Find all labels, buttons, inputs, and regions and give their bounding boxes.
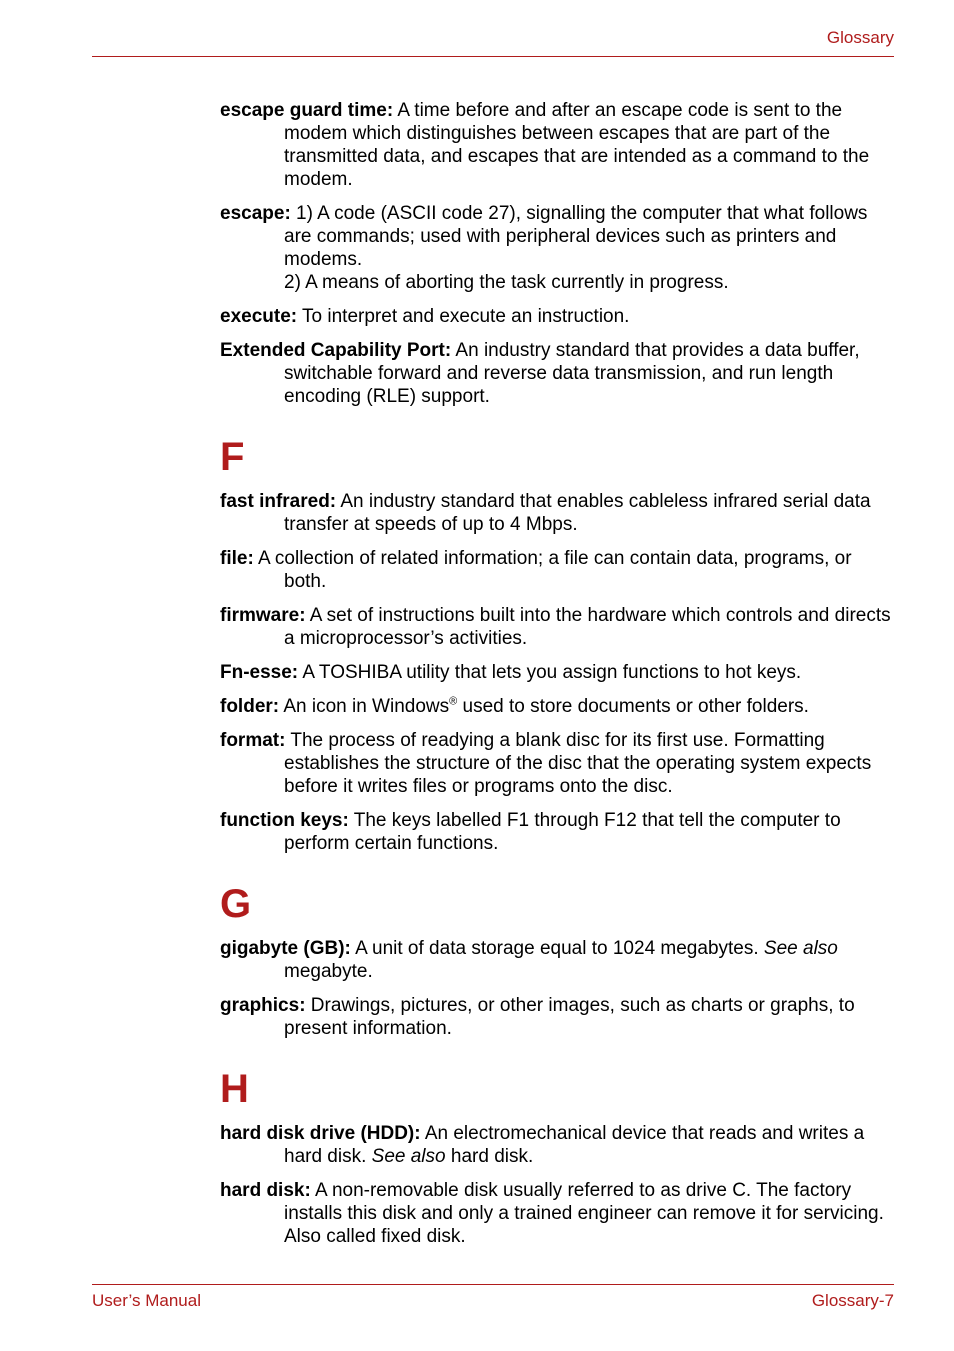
glossary-definition: A unit of data storage equal to 1024 megabytes. [350,938,764,959]
glossary-entry [220,490,894,536]
glossary-definition: A TOSHIBA utility that lets you assign functions to hot keys. [298,662,802,683]
glossary-entry [220,809,894,855]
glossary-entry [220,305,894,328]
see-also-text: See also [763,938,838,959]
glossary-entry [220,547,894,593]
glossary-entry [220,202,894,294]
glossary-entry [220,99,894,191]
glossary-definition: An industry standard that provides a data buffer, switchable forward and reverse data transmission, and run length encoding (RLE) support. [284,340,860,407]
glossary-definition: Drawings, pictures, or other images, such as charts or graphs, to present information. [284,995,855,1039]
glossary-definition: The keys labelled F1 through F12 that tell the computer to perform certain functions. [284,810,841,854]
glossary-definition: The process of readying a blank disc for its first use. Formatting establishes the structure of the disc that the operating system expects before it writes files or programs onto the disc. [284,730,872,797]
section-heading-g: G [220,882,252,926]
glossary-term: hard disk: [220,1180,311,1201]
glossary-entry [220,729,894,798]
glossary-term: Fn-esse: [220,662,299,683]
glossary-definition-cont: megabyte. [284,961,373,982]
glossary-term: format: [220,730,286,751]
glossary-term: fast infrared: [220,491,337,512]
glossary-term: escape: [220,203,291,224]
glossary-definition-cont: hard disk. [445,1146,534,1167]
glossary-definition: An icon in Windows [279,696,450,717]
glossary-definition: To interpret and execute an instruction. [297,306,630,327]
glossary-definition: A collection of related information; a file can contain data, programs, or both. [253,548,852,592]
see-also-text: See also [371,1146,446,1167]
glossary-term: folder: [220,696,280,717]
glossary-entry [220,1122,894,1168]
running-header: Glossary [826,28,894,47]
glossary-entry [220,994,894,1040]
glossary-term: Extended Capability Port: [220,340,452,361]
glossary-definition: An electromechanical device that reads and writes a hard disk. [284,1123,865,1167]
header-rule [92,56,894,57]
registered-mark: ® [449,695,458,708]
glossary-definition-part-2: 2) A means of aborting the task currently in progress. [284,272,729,293]
glossary-content [220,99,894,1259]
footer-manual-title: User’s Manual [92,1291,201,1310]
glossary-definition: 1) A code (ASCII code 27), signalling the computer that what follows are commands; used with peripheral devices such as printers and modems. [284,203,868,270]
glossary-term: execute: [220,306,298,327]
page-number: Glossary-7 [811,1291,894,1310]
glossary-term: graphics: [220,995,306,1016]
glossary-term: function keys: [220,810,349,831]
glossary-entry [220,339,894,408]
glossary-term: file: [220,548,254,569]
glossary-entry [220,1179,894,1248]
glossary-term: gigabyte (GB): [220,938,351,959]
glossary-term: escape guard time: [220,100,394,121]
glossary-entry [220,695,894,718]
glossary-entry [220,661,894,684]
section-heading-f: F [220,435,245,479]
glossary-entry [220,604,894,650]
section-heading-h: H [220,1067,249,1111]
glossary-term: firmware: [220,605,306,626]
glossary-definition: A set of instructions built into the hardware which controls and directs a microprocessor’s activities. [284,605,891,649]
glossary-entry [220,937,894,983]
footer-rule [92,1284,894,1285]
glossary-term: hard disk drive (HDD): [220,1123,421,1144]
glossary-definition: An industry standard that enables cableless infrared serial data transfer at speeds of up to 4 Mbps. [284,491,871,535]
glossary-definition: A time before and after an escape code is sent to the modem which distinguishes between escapes that are part of the transmitted data, and escapes that are intended as a command to the modem. [284,100,870,190]
glossary-definition: A non-removable disk usually referred to as drive C. The factory installs this disk and only a trained engineer can remove it for servicing. Also called fixed disk. [284,1180,884,1247]
glossary-definition-cont: used to store documents or other folders. [457,696,809,717]
